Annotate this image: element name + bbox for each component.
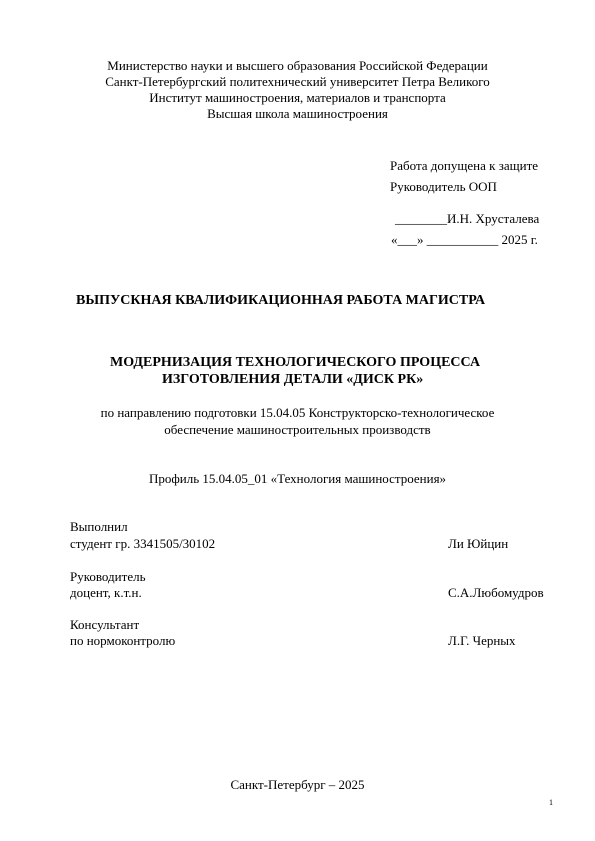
city-year: Санкт-Петербург – 2025 [230, 777, 365, 792]
topic-line-1: МОДЕРНИЗАЦИЯ ТЕХНОЛОГИЧЕСКОГО ПРОЦЕССА [110, 355, 481, 370]
institute-line: Институт машиностроения, материалов и транспорта [149, 90, 446, 105]
thesis-type: ВЫПУСКНАЯ КВАЛИФИКАЦИОННАЯ РАБОТА МАГИСТРА [76, 293, 486, 308]
approval-admitted: Работа допущена к защите [390, 158, 539, 173]
approval-date-line: «___» ___________ 2025 г. [391, 232, 538, 247]
signature-role-supervisor: Руководитель [70, 569, 146, 584]
direction-line-1: по направлению подготовки 15.04.05 Конструкторско-технологическое [100, 405, 495, 420]
signature-role-student: Выполнил [70, 519, 128, 534]
approval-head: Руководитель ООП [390, 179, 497, 194]
signature-name-student: Ли Юйцин [448, 536, 509, 551]
page-number: 1 [549, 798, 553, 807]
school-line: Высшая школа машиностроения [207, 106, 388, 121]
signature-role-consultant: Консультант [70, 617, 140, 632]
university-line: Санкт-Петербургский политехнический университет Петра Великого [105, 74, 490, 89]
direction-line-2: обеспечение машиностроительных производств [164, 422, 431, 437]
signature-name-supervisor: С.А.Любомудров [448, 585, 544, 600]
signature-name-consultant: Л.Г. Черных [448, 633, 516, 648]
profile-line: Профиль 15.04.05_01 «Технология машиностроения» [148, 471, 447, 486]
signature-detail-consultant: по нормоконтролю [70, 633, 176, 648]
signature-detail-supervisor: доцент, к.т.н. [70, 585, 142, 600]
topic-line-2: ИЗГОТОВЛЕНИЯ ДЕТАЛИ «ДИСК РК» [162, 372, 424, 387]
signature-detail-student: студент гр. 3341505/30102 [70, 536, 216, 551]
approval-signature-line: ________И.Н. Хрусталева [395, 211, 540, 226]
ministry-line: Министерство науки и высшего образования Российской Федерации [107, 58, 488, 73]
